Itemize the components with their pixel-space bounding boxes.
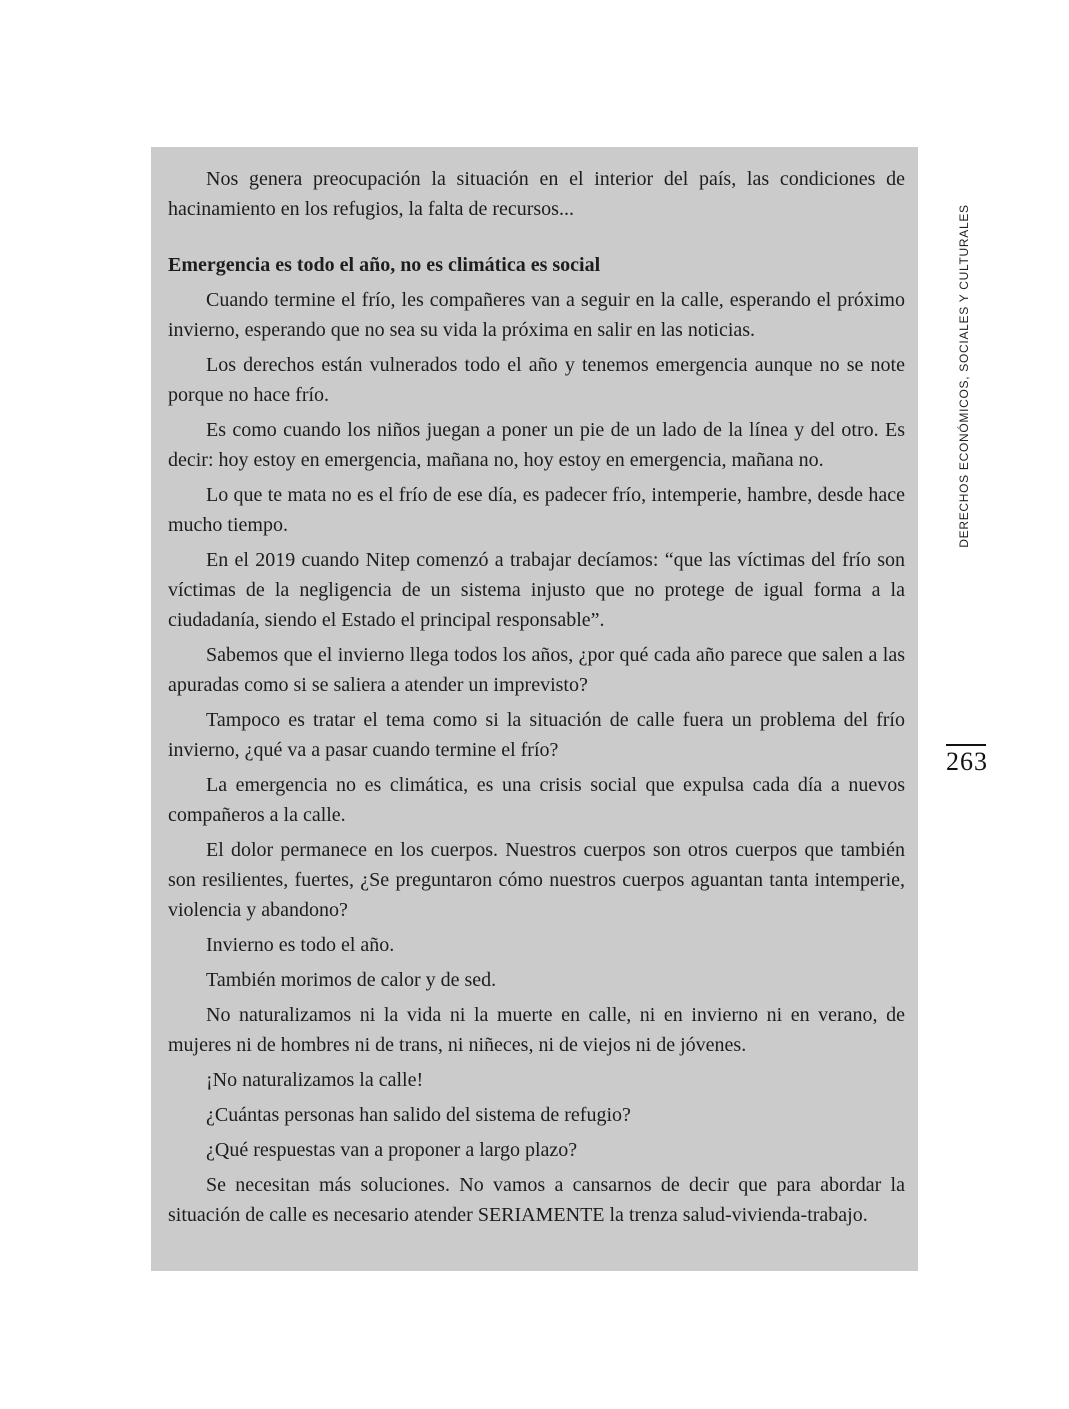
chapter-sidebar-label: DERECHOS ECONÓMICOS, SOCIALES Y CULTURALES: [957, 204, 971, 548]
paragraph: ¿Qué respuestas van a proponer a largo plazo?: [206, 1139, 578, 1161]
paragraph: En el 2019 cuando Nitep comenzó a trabajar decíamos: “que las víctimas del frío son víctimas de la negligencia de un sistema injusto que no protege de igual forma a la ciudadanía, siendo el Estado el principal responsable”.: [168, 549, 905, 631]
section-heading: Emergencia es todo el año, no es climática es social: [168, 254, 601, 276]
paragraph: Los derechos están vulnerados todo el año y tenemos emergencia aunque no se note porque no hace frío.: [168, 354, 905, 406]
page-number-rule: [946, 744, 986, 746]
paragraph: Tampoco es tratar el tema como si la situación de calle fuera un problema del frío invierno, ¿qué va a pasar cuando termine el frío?: [168, 709, 905, 761]
paragraph: ¡No naturalizamos la calle!: [206, 1069, 424, 1091]
content-panel: [151, 147, 918, 1271]
paragraph: Sabemos que el invierno llega todos los años, ¿por qué cada año parece que salen a las apuradas como si se saliera a atender un imprevisto?: [168, 644, 905, 696]
paragraph: Invierno es todo el año.: [206, 934, 395, 956]
paragraph: Lo que te mata no es el frío de ese día, es padecer frío, intemperie, hambre, desde hace mucho tiempo.: [168, 484, 905, 536]
paragraph: ¿Cuántas personas han salido del sistema de refugio?: [206, 1104, 631, 1126]
paragraph: El dolor permanece en los cuerpos. Nuestros cuerpos son otros cuerpos que también son resilientes, fuertes, ¿Se preguntaron cómo nuestros cuerpos aguantan tanta intemperie, violencia y abandono?: [168, 839, 905, 921]
page-number: [946, 744, 986, 776]
paragraph: También morimos de calor y de sed.: [206, 969, 497, 991]
paragraph: Se necesitan más soluciones. No vamos a cansarnos de decir que para abordar la situación de calle es necesario atender SERIAMENTE la trenza salud-vivienda-trabajo.: [168, 1174, 905, 1226]
paragraph: La emergencia no es climática, es una crisis social que expulsa cada día a nuevos compañeros a la calle.: [168, 774, 905, 826]
page-number-value: 263: [946, 747, 988, 776]
paragraph: No naturalizamos ni la vida ni la muerte en calle, ni en invierno ni en verano, de mujeres ni de hombres ni de trans, ni niñeces, ni de viejos ni de jóvenes.: [168, 1004, 905, 1056]
paragraph: Cuando termine el frío, les compañeres van a seguir en la calle, esperando el próximo invierno, esperando que no sea su vida la próxima en salir en las noticias.: [168, 289, 905, 341]
paragraph: Nos genera preocupación la situación en el interior del país, las condiciones de hacinamiento en los refugios, la falta de recursos...: [168, 168, 905, 220]
paragraph: Es como cuando los niños juegan a poner un pie de un lado de la línea y del otro. Es decir: hoy estoy en emergencia, mañana no, hoy estoy en emergencia, mañana no.: [168, 419, 905, 471]
